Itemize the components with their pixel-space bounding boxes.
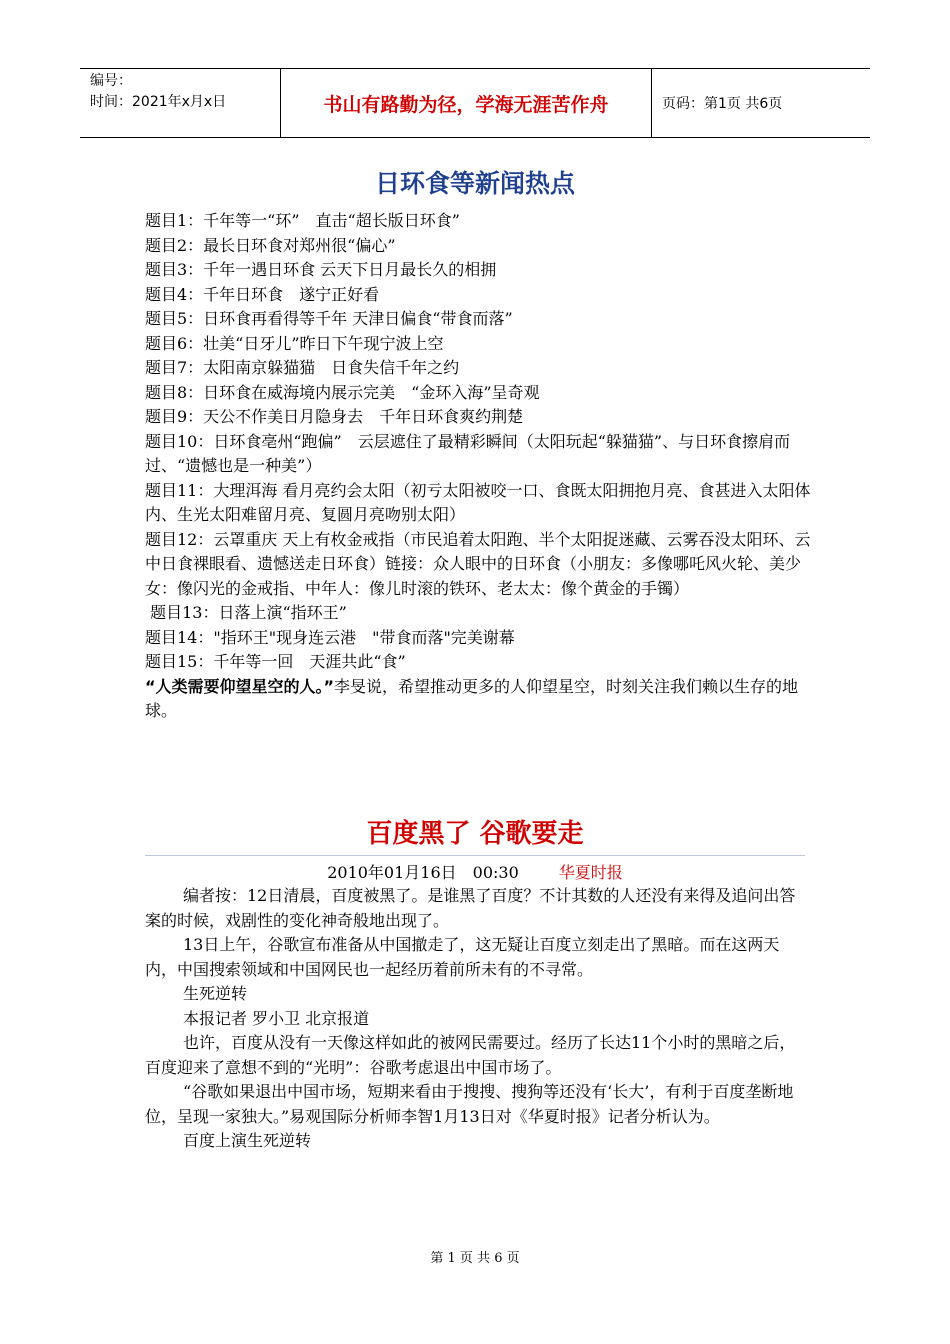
quote-rest-text: 李旻说，希望推动更多的人仰望星空，时刻关注我们赖以生存的地球。 <box>145 676 799 720</box>
section1-title: 日环食等新闻热点 <box>374 169 575 198</box>
article-paragraph: 13日上午，谷歌宣布准备从中国撤走了，这无疑让百度立刻走出了黑暗。而在这两天内，中国搜索领域和中国网民也一起经历着前所未有的不寻常。 <box>145 935 780 979</box>
article-source: 华夏时报 <box>558 863 623 882</box>
header-motto: 书山有路勤为径，学海无涯苦作舟 <box>280 69 652 137</box>
article-paragraph: 编者按：12日清晨，百度被黑了。是谁黑了百度？不计其数的人还没有来得及追问出答案的时候，戏剧性的变化神奇般地出现了。 <box>145 886 796 930</box>
article-subheading: 生死逆转 <box>183 984 248 1003</box>
topic-item: 题目15：千年等一回 天涯共此“食” <box>145 652 406 671</box>
topic-item: 题目6：壮美“日牙儿”昨日下午现宁波上空 <box>145 333 444 353</box>
header-meta <box>80 69 280 137</box>
topic-item: 题目4：千年日环食 遂宁正好看 <box>145 284 380 304</box>
topic-item: 题目3：千年一遇日环食 云天下日月最长久的相拥 <box>145 260 497 279</box>
time-label: 时间：2021年x月x日 <box>90 94 227 110</box>
article-date: 2010年01月16日 00:30 <box>327 863 519 882</box>
topic-item: 题目2：最长日环食对郑州很“偏心” <box>145 235 396 255</box>
header-page-info: 页码：第1页 共6页 <box>662 96 783 112</box>
article-dateline <box>0 860 950 883</box>
topic-item: 题目11：大理洱海 看月亮约会太阳（初亏太阳被咬一口、食既太阳拥抱月亮、食甚进入太阳体内、生光太阳难留月亮、复圆月亮吻别太阳） <box>145 480 811 524</box>
topic-item: 题目5：日环食再看得等千年 天津日偏食“带食而落” <box>145 309 513 328</box>
number-label: 编号： <box>90 73 132 89</box>
topic-item: 题目7：太阳南京躲猫猫 日食失信千年之约 <box>145 358 460 377</box>
article-byline: 本报记者 罗小卫 北京报道 <box>183 1008 370 1028</box>
topic-item: 题目9：天公不作美日月隐身去 千年日环食爽约荆楚 <box>145 407 524 426</box>
topic-item: 题目13：日落上演“指环王” <box>145 603 347 622</box>
topic-item: 题目1：千年等一“环” 直击“超长版日环食” <box>145 211 460 230</box>
article-body <box>145 884 810 1154</box>
quote-paragraph <box>145 675 815 724</box>
quote-bold-text: “人类需要仰望星空的人。” <box>145 676 335 696</box>
page-footer: 第 1 页 共 6 页 <box>430 1251 520 1266</box>
topic-item: 题目10：日环食亳州“跑偏” 云层遮住了最精彩瞬间（太阳玩起“躲猫猫”、与日环食擦肩而过、“遗憾也是一种美”） <box>145 431 791 475</box>
title-divider <box>145 855 805 856</box>
article-subheading: 百度上演生死逆转 <box>183 1131 312 1150</box>
article-paragraph: “谷歌如果退出中国市场，短期来看由于搜搜、搜狗等还没有‘长大’，有利于百度垄断地位，呈现一家独大。”易观国际分析师李智1月13日对《华夏时报》记者分析认为。 <box>145 1082 794 1126</box>
topic-item: 题目8：日环食在威海境内展示完美 “金环入海”呈奇观 <box>145 382 540 402</box>
topic-item: 题目14："指环王"现身连云港 "带食而落"完美谢幕 <box>145 627 515 647</box>
article-paragraph: 也许，百度从没有一天像这样如此的被网民需要过。经历了长达11个小时的黑暗之后，百度迎来了意想不到的“光明”：谷歌考虑退出中国市场了。 <box>145 1033 796 1077</box>
topic-list <box>145 209 815 724</box>
page-header <box>80 68 870 138</box>
section2-title: 百度黑了 谷歌要走 <box>366 819 584 849</box>
topic-item: 题目12：云罩重庆 天上有枚金戒指（市民追着太阳跑、半个太阳捉迷藏、云雾吞没太阳环、云中日食裸眼看、遗憾送走日环食）链接：众人眼中的日环食（小朋友：多像哪吒风火轮、美少女：像闪光的金戒指、中年人：像儿时滚的铁环、老太太：像个黄金的手镯） <box>145 529 811 598</box>
